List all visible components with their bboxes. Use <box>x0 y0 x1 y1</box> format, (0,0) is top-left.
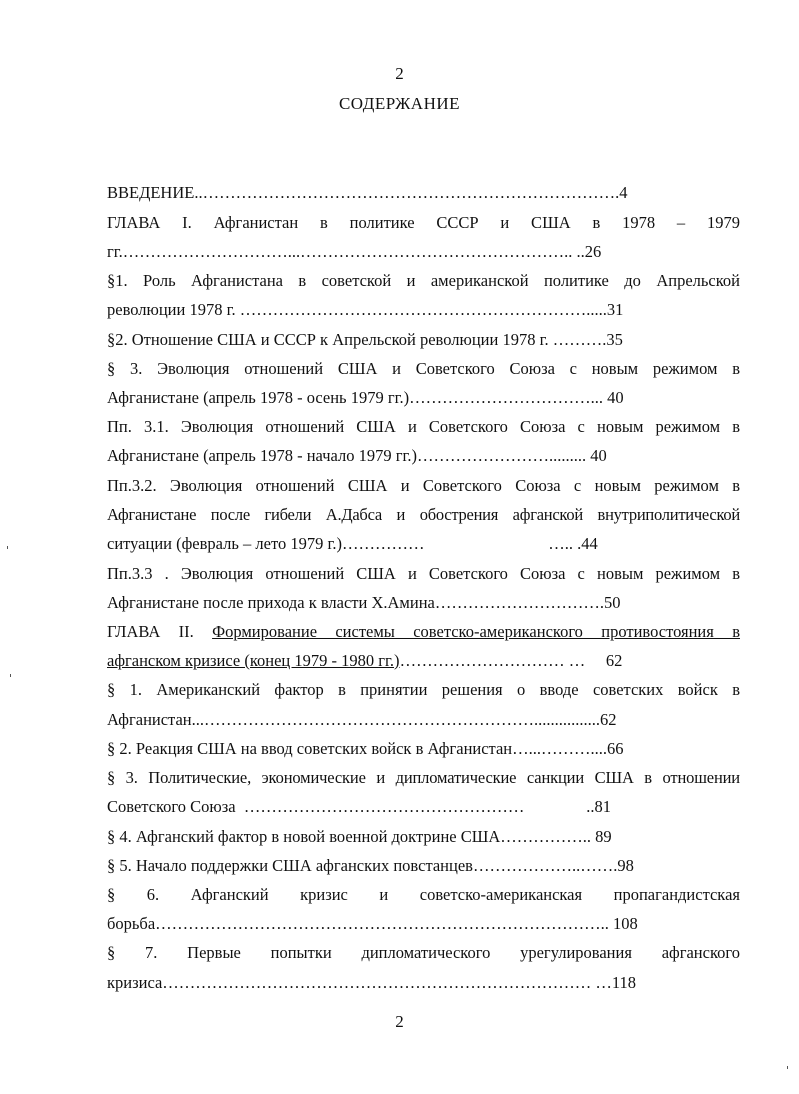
toc-line-section-2-7-cont: кризиса…………………………………………………………………… …118 <box>107 973 637 992</box>
toc-line-section-2-6-cont: борьба……………………………………………………………………….. 108 <box>107 914 638 933</box>
toc-line-subsection-3-2-cont2: ситуации (февраль – лето 1979 г.)…………… ….. .44 <box>107 534 598 553</box>
chapter-2-title-underlined-cont: афганском кризисе (конец 1979 - 1980 гг.) <box>107 651 400 670</box>
toc-line-section-1-3: § 3. Эволюция отношений США и Советского Союза с новым режимом в <box>107 359 740 378</box>
toc-line-section-2-1: § 1. Американский фактор в принятии решения о вводе советских войск в <box>107 680 740 699</box>
page-number-bottom: 2 <box>395 1012 404 1031</box>
toc-line-subsection-3-1-cont: Афганистане (апрель 1978 - начало 1979 гг.)……………………......... 40 <box>107 446 607 465</box>
toc-line-introduction: ВВЕДЕНИЕ..………………………………………………………………….4 <box>107 183 628 202</box>
toc-line-section-2-7: § 7. Первые попытки дипломатического урегулирования афганского <box>107 943 740 962</box>
toc-line-section-2-4: § 4. Афганский фактор в новой военной доктрине США…………….. 89 <box>107 827 612 846</box>
toc-line-subsection-3-1: Пп. 3.1. Эволюция отношений США и Советского Союза с новым режимом в <box>107 417 740 436</box>
toc-line-section-2-3: § 3. Политические, экономические и дипломатические санкции США в отношении <box>107 768 740 787</box>
toc-line-section-1-2: §2. Отношение США и СССР к Апрельской революции 1978 г. ……….35 <box>107 330 623 349</box>
toc-line-section-1-3-cont: Афганистане (апрель 1978 - осень 1979 гг.)……………………………... 40 <box>107 388 624 407</box>
toc-line-section-2-1-cont: Афганистан...……………………………………………………................62 <box>107 710 617 729</box>
toc-line-chapter-2-cont: афганском кризисе (конец 1979 - 1980 гг.)………………………… … 62 <box>107 651 623 670</box>
toc-line-section-2-3-cont: Советского Союза …………………………………………… ..81 <box>107 797 611 816</box>
toc-line-section-2-2: § 2. Реакция США на ввод советских войск в Афганистан…...………....66 <box>107 739 624 758</box>
toc-line-subsection-3-3: Пп.3.3 . Эволюция отношений США и Советского Союза с новым режимом в <box>107 564 740 583</box>
toc-line-section-2-6: § 6. Афганский кризис и советско-американская пропагандистская <box>107 885 740 904</box>
toc-line-chapter-1-cont: гг.…………………………...………………………………………….. ..26 <box>107 242 602 261</box>
scan-speck <box>7 546 8 549</box>
toc-line-chapter-1: ГЛАВА I. Афганистан в политике СССР и США в 1978 – 1979 <box>107 213 740 232</box>
toc-line-section-2-5: § 5. Начало поддержки США афганских повстанцев………………..…….98 <box>107 856 634 875</box>
toc-line-subsection-3-2: Пп.3.2. Эволюция отношений США и Советского Союза с новым режимом в <box>107 476 740 495</box>
page-number-top: 2 <box>395 64 404 83</box>
chapter-2-title-underlined: Формирование системы советско-американского противостояния в <box>212 622 740 641</box>
scan-speck <box>10 674 11 677</box>
toc-line-section-1-1-cont: революции 1978 г. ……………………………………………………….....31 <box>107 300 624 319</box>
toc-line-subsection-3-2-cont: Афганистане после гибели А.Дабса и обострения афганской внутриполитической <box>107 505 740 524</box>
toc-line-subsection-3-3-cont: Афганистане после прихода к власти Х.Амина………………………….50 <box>107 593 621 612</box>
scan-speck <box>787 1066 788 1069</box>
page-title: СОДЕРЖАНИЕ <box>338 94 461 113</box>
toc-line-chapter-2: ГЛАВА II. Формирование системы советско-американского противостояния в <box>107 622 740 641</box>
toc-line-section-1-1: §1. Роль Афганистана в советской и американской политике до Апрельской <box>107 271 740 290</box>
